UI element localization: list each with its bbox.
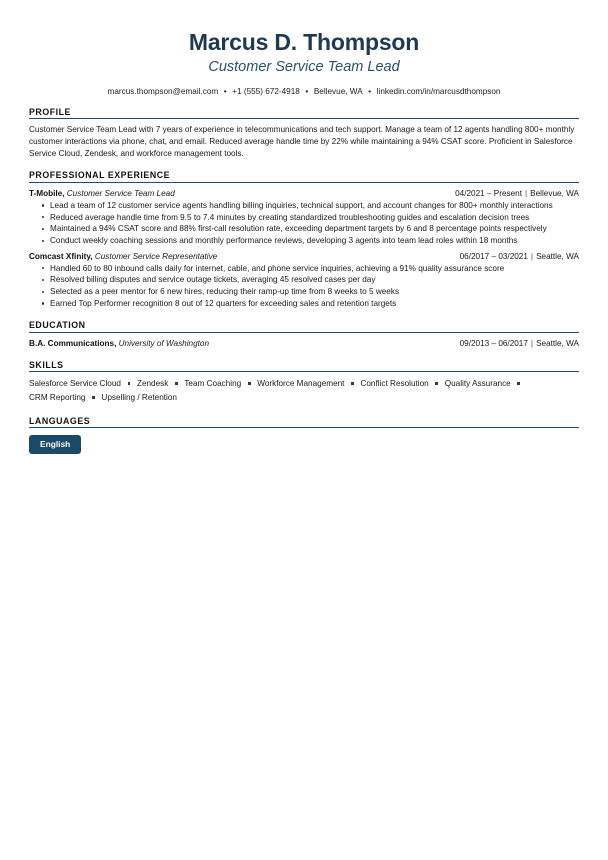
skill-item: CRM Reporting <box>29 393 86 403</box>
skills-list <box>29 377 579 404</box>
section-rule <box>29 118 579 119</box>
section-rule <box>29 182 579 183</box>
degree-name: B.A. Communications, <box>29 338 117 348</box>
meta-divider-icon: | <box>525 188 528 198</box>
achievement-item: Selected as a peer mentor for 6 new hires, reducing their ramp-up time from 8 weeks to 5 weeks <box>50 286 579 297</box>
section-title-education: EDUCATION <box>29 320 86 331</box>
skill-separator-icon <box>121 378 137 392</box>
meta-divider-icon: | <box>530 251 534 261</box>
achievement-item: Maintained a 94% CSAT score and 88% first-call resolution rate, exceeding department targets by 6 and 8 percentage points respectively <box>50 223 579 234</box>
section-rule <box>29 371 579 372</box>
skill-item: Workforce Management <box>257 379 345 389</box>
skill-item: Quality Assurance <box>444 379 511 389</box>
employer-name: Comcast Xfinity, <box>29 251 93 261</box>
school-name: University of Washington <box>116 338 210 348</box>
skill-item: Upselling / Retention <box>101 393 177 403</box>
achievement-item: Handled 60 to 80 inbound calls daily for internet, cable, and phone service inquiries, achieving a 91% quality assurance score <box>50 263 579 274</box>
section-title-experience: PROFESSIONAL EXPERIENCE <box>29 170 171 181</box>
language-badge: English <box>29 435 81 453</box>
skill-separator-icon <box>511 378 527 392</box>
education-entry <box>29 338 579 349</box>
skill-separator-icon <box>429 378 445 392</box>
achievement-item: Earned Top Performer recognition 8 out of 12 quarters for exceeding sales and retention targets <box>50 298 579 309</box>
education-entry-meta <box>460 338 579 349</box>
section-experience <box>29 170 579 309</box>
achievement-item: Reduced average handle time from 9.5 to 7.4 minutes by creating standardized troubleshooting guides and escalation decision trees <box>50 212 579 223</box>
experience-entry-meta <box>460 251 579 262</box>
experience-entry-meta <box>455 188 579 199</box>
job-location: Seattle, WA <box>536 251 579 261</box>
section-title-languages: LANGUAGES <box>29 415 91 426</box>
section-education <box>29 320 579 349</box>
employer-name: T-Mobile, <box>29 188 65 198</box>
achievement-item: Resolved billing disputes and service outage tickets, averaging 45 resolved cases per day <box>50 274 579 285</box>
employment-dates: 06/2017 – 03/2021 <box>459 251 528 261</box>
section-rule <box>29 332 579 333</box>
contact-linkedin[interactable]: linkedin.com/in/marcusdthompson <box>376 86 501 96</box>
header-job-title: Customer Service Team Lead <box>208 59 400 76</box>
education-entry-title <box>29 338 209 349</box>
experience-entry <box>29 251 579 310</box>
contact-line <box>29 87 579 96</box>
experience-entry-title <box>29 251 217 262</box>
experience-entry-header <box>29 188 579 199</box>
contact-separator-icon: • <box>368 86 372 96</box>
section-title-profile: PROFILE <box>29 106 71 117</box>
achievement-item: Conduct weekly coaching sessions and monthly performance reviews, developing 3 agents into team lead roles within 18 months <box>50 235 579 246</box>
education-dates: 09/2013 – 06/2017 <box>459 338 528 348</box>
section-skills <box>29 360 579 405</box>
employment-dates: 04/2021 – Present <box>455 188 523 198</box>
languages-list <box>29 435 579 453</box>
profile-summary-text: Customer Service Team Lead with 7 years of experience in telecommunications and tech support. Manage a team of 12 agents handling 800+ monthly customer interactions via phone, chat, and email. Reduced average handle time by 22% while maintaining a 94% CSAT score. Proficient in Salesforce Service Cloud, Zendesk, and workforce management tools. <box>29 125 575 158</box>
page-title: Marcus D. Thompson <box>188 29 420 55</box>
experience-entry <box>29 188 579 247</box>
skill-separator-icon <box>344 378 360 392</box>
contact-separator-icon: • <box>305 86 309 96</box>
education-location: Seattle, WA <box>536 338 579 348</box>
contact-separator-icon: • <box>223 86 227 96</box>
skill-item: Team Coaching <box>184 379 242 389</box>
section-profile <box>29 107 579 159</box>
experience-list <box>29 188 579 310</box>
skill-separator-icon <box>241 378 257 392</box>
skill-item: Salesforce Service Cloud <box>29 379 121 389</box>
job-location: Bellevue, WA <box>530 188 579 198</box>
achievement-list <box>29 200 579 247</box>
section-rule <box>29 427 579 428</box>
meta-divider-icon: | <box>530 338 534 348</box>
resume-header <box>29 26 579 96</box>
skill-separator-icon <box>168 378 184 392</box>
contact-phone[interactable]: +1 (555) 672-4918 <box>232 86 300 96</box>
skill-item: Zendesk <box>136 379 169 389</box>
job-role: Customer Service Team Lead <box>64 188 175 198</box>
job-role: Customer Service Representative <box>92 251 218 261</box>
achievement-item: Lead a team of 12 customer service agents handling billing inquiries, technical support, and account changes for 800+ monthly interactions <box>50 200 579 211</box>
contact-location: Bellevue, WA <box>313 86 363 96</box>
achievement-list <box>29 263 579 310</box>
experience-entry-title <box>29 188 175 199</box>
contact-email[interactable]: marcus.thompson@email.com <box>107 86 219 96</box>
experience-entry-header <box>29 251 579 262</box>
education-list <box>29 338 579 349</box>
section-languages <box>29 416 579 454</box>
skill-item: Conflict Resolution <box>360 379 429 389</box>
skill-separator-icon <box>85 391 101 405</box>
section-title-skills: SKILLS <box>29 359 64 370</box>
